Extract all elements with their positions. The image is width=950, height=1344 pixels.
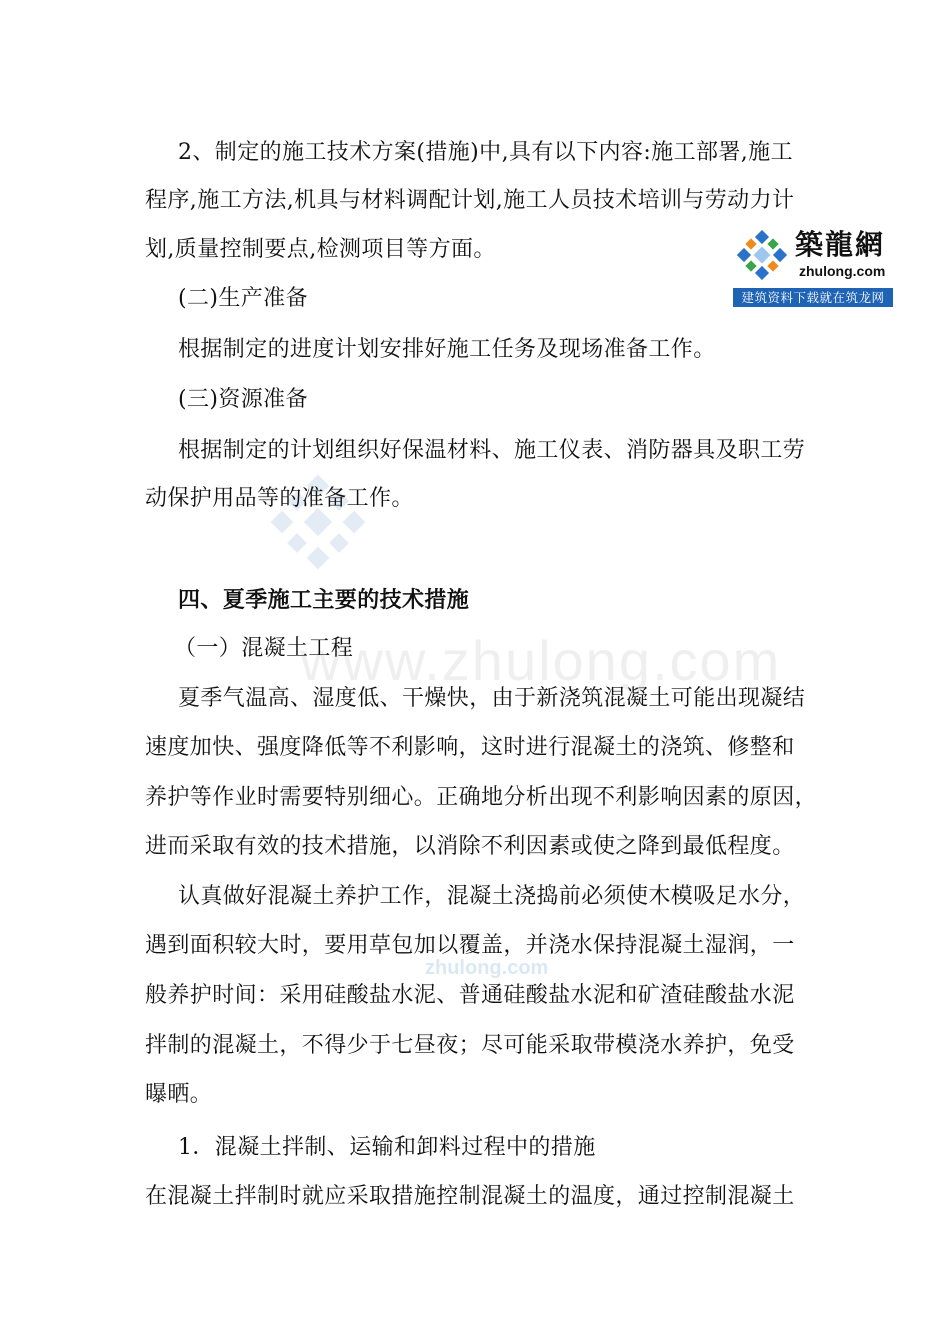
paragraph-line: 般养护时间：采用硅酸盐水泥、普通硅酸盐水泥和矿渣硅酸盐水泥	[145, 983, 795, 1008]
paragraph-line: 速度加快、强度降低等不利影响，这时进行混凝土的浇筑、修整和	[145, 735, 795, 760]
section-heading: 四、夏季施工主要的技术措施	[178, 587, 470, 613]
logo-top	[733, 226, 893, 286]
paragraph-line: 拌制的混凝土，不得少于七昼夜；尽可能采取带模浇水养护，免受	[145, 1033, 795, 1058]
watermark-url-small: zhulong.com	[425, 957, 549, 979]
paragraph-line: 认真做好混凝土养护工作，混凝土浇捣前必须使木模吸足水分，	[178, 884, 806, 909]
paragraph-line: 曝晒。	[145, 1082, 213, 1107]
watermark-url-large: www.zhulong.com	[300, 629, 782, 692]
paragraph-line: 在混凝土拌制时就应采取措施控制混凝土的温度，通过控制混凝土	[145, 1184, 795, 1209]
section-subheading: 1．混凝土拌制、运输和卸料过程中的措施	[178, 1135, 596, 1160]
paragraph-line: 夏季气温高、湿度低、干燥快，由于新浇筑混凝土可能出现凝结	[178, 686, 806, 711]
paragraph-line: 动保护用品等的准备工作。	[145, 486, 414, 511]
logo-domain: zhulong.com	[799, 263, 886, 279]
paragraph-line: 程序,施工方法,机具与材料调配计划,施工人员技术培训与劳动力计	[145, 188, 795, 213]
paragraph-line: 根据制定的进度计划安排好施工任务及现场准备工作。	[178, 337, 716, 362]
logo-tagline: 建筑资料下载就在筑龙网	[733, 288, 893, 307]
paragraph-line: 进而采取有效的技术措施，以消除不利因素或使之降到最低程度。	[145, 834, 795, 859]
section-subheading: (三)资源准备	[178, 387, 308, 412]
zhulong-logo-icon	[737, 230, 787, 280]
section-subheading: (二)生产准备	[178, 286, 308, 311]
paragraph-line: 养护等作业时需要特别细心。正确地分析出现不利影响因素的原因，	[145, 785, 818, 810]
paragraph-line: 划,质量控制要点,检测项目等方面。	[145, 237, 496, 262]
paragraph-line: 2、制定的施工技术方案(措施)中,具有以下内容:施工部署,施工	[178, 140, 793, 165]
logo-name-cn: 築龍網	[795, 228, 886, 261]
zhulong-logo[interactable]	[733, 226, 893, 308]
paragraph-line: 根据制定的计划组织好保温材料、施工仪表、消防器具及职工劳	[178, 438, 806, 463]
paragraph-line: 遇到面积较大时，要用草包加以覆盖，并浇水保持混凝土湿润，一	[145, 933, 795, 958]
section-subheading: （一）混凝土工程	[174, 636, 354, 661]
